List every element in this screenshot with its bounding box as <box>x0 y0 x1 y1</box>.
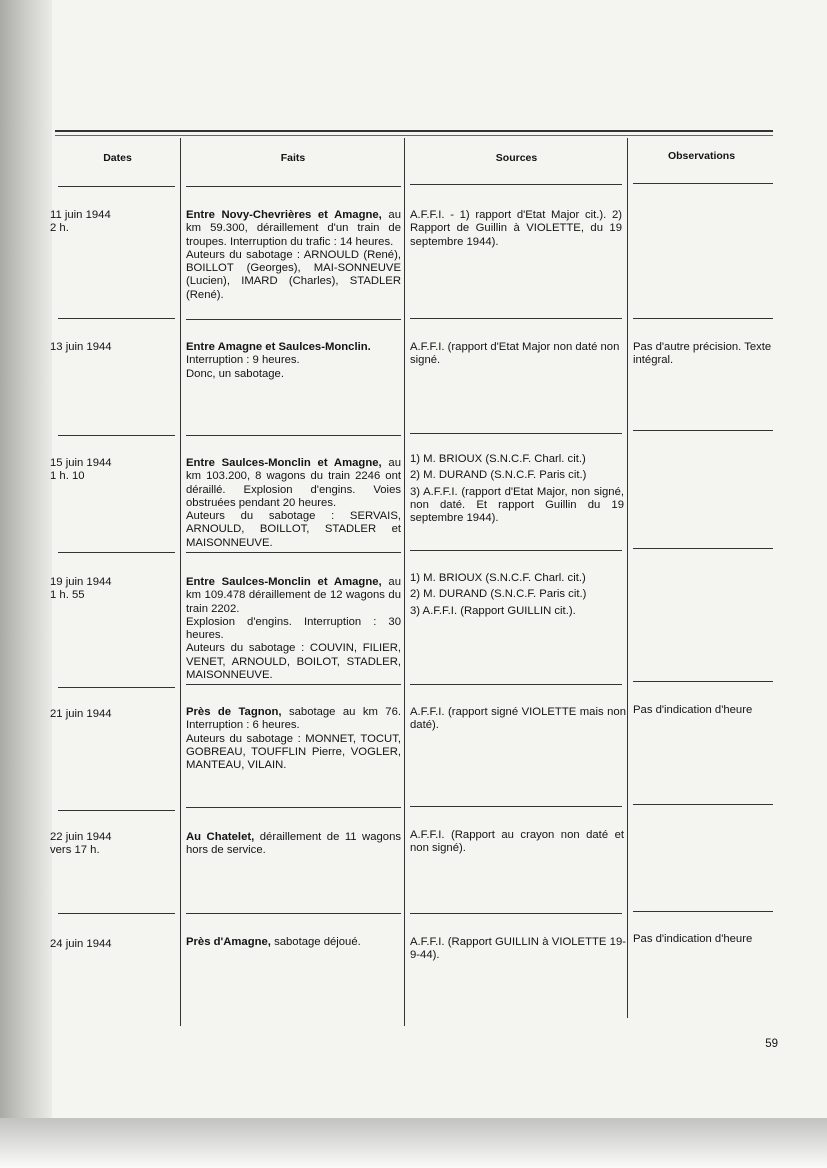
row-date: 11 juin 1944 2 h. <box>50 209 111 235</box>
row-date: 22 juin 1944 vers 17 h. <box>50 831 112 857</box>
row-separator <box>633 911 773 912</box>
row-separator <box>410 318 622 319</box>
row-source-list <box>410 572 624 618</box>
source-item: 1) M. BRIOUX (S.N.C.F. Charl. cit.) <box>410 572 586 584</box>
fait-location: Entre Saulces-Monclin et Amagne, <box>186 457 382 469</box>
fait-details: sabotage déjoué. <box>270 936 361 948</box>
source-item: 2) M. DURAND (S.N.C.F. Paris cit.) <box>410 469 587 482</box>
source-item: 2) M. DURAND (S.N.C.F. Paris cit.) <box>410 588 587 601</box>
source-item: 1) M. BRIOUX (S.N.C.F. Charl. cit.) <box>410 453 586 465</box>
row-source: A.F.F.I. (rapport d'Etat Major non daté non signé. <box>410 341 620 367</box>
fait-location: Entre Amagne et Saulces-Monclin. <box>186 341 371 353</box>
fait-details: Interruption : 9 heures. Donc, un sabotage. <box>186 354 300 380</box>
row-separator <box>186 435 401 436</box>
row-source: A.F.F.I. (rapport signé VIOLETTE mais non daté). <box>410 706 626 732</box>
row-date: 19 juin 1944 1 h. 55 <box>50 576 112 602</box>
row-separator <box>58 318 175 319</box>
column-divider <box>180 138 181 1026</box>
row-separator <box>633 183 773 184</box>
row-fait <box>186 341 401 381</box>
column-divider <box>627 138 628 1018</box>
fait-location: Entre Saulces-Monclin et Amagne, <box>186 576 382 588</box>
row-separator <box>410 806 622 807</box>
row-separator <box>58 435 175 436</box>
header-sources: Sources <box>495 152 538 164</box>
row-separator <box>633 681 773 682</box>
fait-location: Près d'Amagne, <box>186 936 271 948</box>
header-faits: Faits <box>280 152 306 164</box>
row-separator <box>186 684 401 685</box>
top-rule <box>55 130 773 132</box>
row-source: A.F.F.I. (Rapport GUILLIN à VIOLETTE 19-9-44). <box>410 936 626 962</box>
row-date: 24 juin 1944 <box>50 938 112 950</box>
row-separator <box>410 550 622 551</box>
row-separator <box>58 687 175 688</box>
row-date: 15 juin 1944 1 h. 10 <box>50 457 112 483</box>
row-separator <box>58 552 175 553</box>
scan-shadow-left <box>0 0 52 1120</box>
row-separator <box>633 548 773 549</box>
fait-details: au km 103.200, 8 wagons du train 2246 ont déraillé. Explosion d'engins. Voies obstruées pendant 20 heures. Auteurs du sabotage : SERVAIS, ARNOULD, BOILLOT, STADLER et MAISONNEUVE. <box>186 457 401 549</box>
row-separator <box>58 810 175 811</box>
row-date: 13 juin 1944 <box>50 341 112 353</box>
row-separator <box>58 913 175 914</box>
row-observation: Pas d'indication d'heure <box>633 704 753 716</box>
row-fait <box>186 457 401 550</box>
row-separator <box>410 433 622 434</box>
row-source: A.F.F.I. (Rapport au crayon non daté et non signé). <box>410 829 624 855</box>
fait-location: Au Chatelet, <box>186 831 255 843</box>
row-separator <box>633 430 773 431</box>
row-separator <box>410 684 622 685</box>
row-fait <box>186 209 401 302</box>
row-date: 21 juin 1944 <box>50 708 112 720</box>
scan-shadow-bottom <box>0 1118 827 1168</box>
row-separator <box>186 807 401 808</box>
header-observations: Observations <box>667 150 736 162</box>
row-separator <box>186 319 401 320</box>
row-fait <box>186 576 401 682</box>
row-separator <box>186 186 401 187</box>
row-separator <box>410 184 622 185</box>
row-source: A.F.F.I. - 1) rapport d'Etat Major cit.). 2) Rapport de Guillin à VIOLETTE, du 19 septembre 1944). <box>410 209 622 248</box>
row-separator <box>186 552 401 553</box>
header-dates: Dates <box>103 152 132 164</box>
fait-details: sabotage au km 76. Interruption : 6 heures. Auteurs du sabotage : MONNET, TOCUT, GOBREAU, TOUFFLIN Pierre, VOGLER, MANTEAU, VILAIN. <box>186 706 401 772</box>
row-separator <box>410 913 622 914</box>
page-number: 59 <box>765 1038 778 1050</box>
row-fait <box>186 831 401 858</box>
row-separator <box>186 913 401 914</box>
row-observation: Pas d'indication d'heure <box>633 933 753 945</box>
source-item: 3) A.F.F.I. (rapport d'Etat Major, non signé, non daté. Et rapport Guillin du 19 septembre 1944). <box>410 485 624 525</box>
fait-details: déraillement de 11 wagons hors de service. <box>186 831 402 857</box>
row-separator <box>58 186 175 187</box>
fait-location: Entre Novy-Chevrières et Amagne, <box>186 209 382 221</box>
row-separator <box>633 318 773 319</box>
source-item: 3) A.F.F.I. (Rapport GUILLIN cit.). <box>410 604 576 617</box>
row-observation: Pas d'autre précision. Texte intégral. <box>633 341 772 367</box>
row-fait <box>186 936 401 949</box>
column-divider <box>404 138 405 1026</box>
row-separator <box>633 804 773 805</box>
fait-details: au km 59.300, déraillement d'un train de troupes. Interruption du trafic : 14 heures. Auteurs du sabotage : ARNOULD (René), BOILLOT (Georges), MAI-SONNEUVE (Lucien), IMARD (Charles), STADLER (René). <box>186 209 401 301</box>
top-rule-thin <box>55 135 773 136</box>
row-fait <box>186 706 401 772</box>
fait-location: Près de Tagnon, <box>186 706 282 718</box>
row-source-list <box>410 453 624 525</box>
fait-details: au km 109.478 déraillement de 12 wagons du train 2202. Explosion d'engins. Interruption : 30 heures. Auteurs du sabotage : COUVIN, FILIER, VENET, ARNOULD, BOILOT, STADLER, MAISONNEUVE. <box>186 576 401 682</box>
